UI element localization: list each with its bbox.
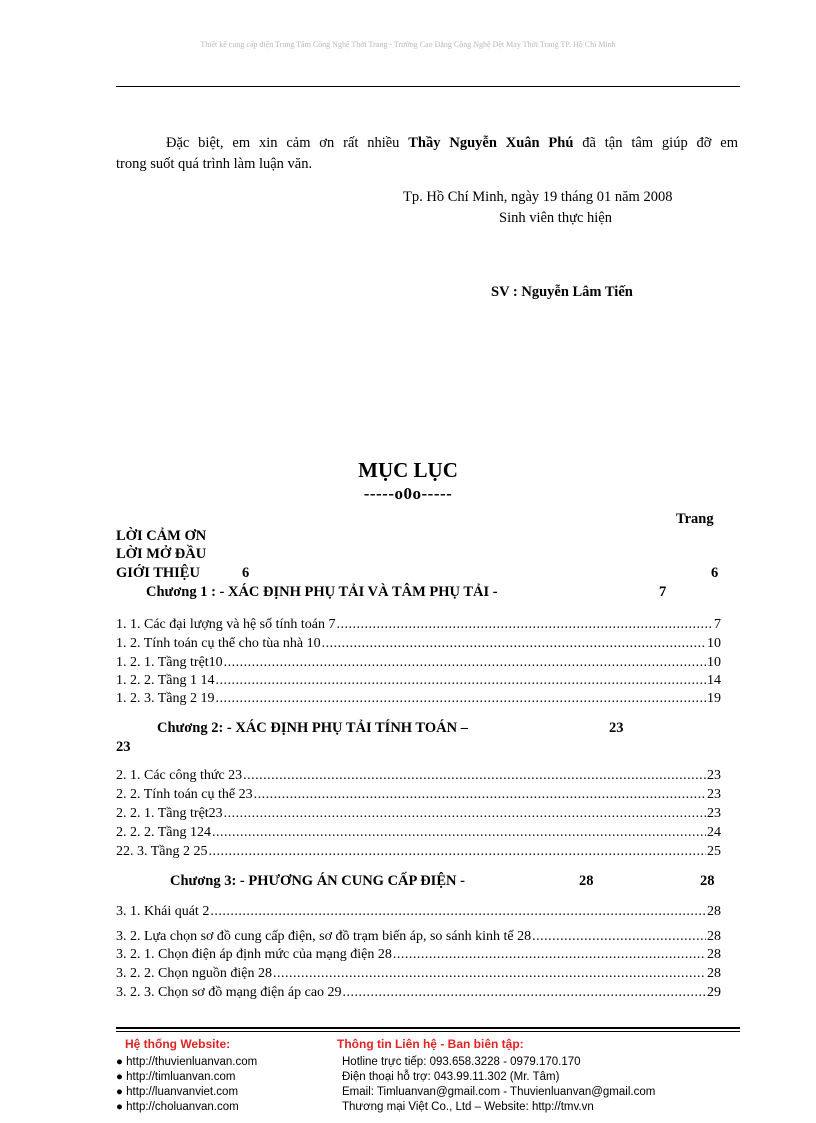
running-header: Thiết kế cung cấp điện Trung Tâm Công Nghệ Thời Trang - Trường Cao Đẳng Công Nghệ Dệt May Thời Trang TP. Hồ Chí Minh xyxy=(200,40,616,49)
bullet-icon: ● xyxy=(116,1056,123,1068)
toc-chapter-2-page-wrap: 23 xyxy=(116,739,131,755)
ack-teacher: Thầy Nguyễn Xuân Phú xyxy=(408,135,574,151)
toc-chapter-3: Chương 3: - PHƯƠNG ÁN CUNG CẤP ĐIỆN - xyxy=(170,873,465,889)
footer-rule-top xyxy=(116,1027,740,1029)
toc-chapter-1-page: 7 xyxy=(659,584,667,600)
ack-rest: đã tận tâm giúp đỡ em xyxy=(582,135,739,151)
footer-contact-company[interactable]: Thương mại Việt Co., Ltd – Website: http://tmv.vn xyxy=(342,1101,594,1113)
toc-entry-introduction: LỜI MỞ ĐẦU xyxy=(116,546,207,562)
toc-entry: 3. 2. 2. Chọn nguồn điện 28 ..... 28 xyxy=(116,965,721,982)
header-rule xyxy=(116,86,740,87)
footer-rule-bottom xyxy=(116,1031,740,1032)
toc-entry-overview: GIỚI THIỆU xyxy=(116,565,200,581)
toc-entry: 1. 2. 2. Tầng 1 14 ..... 14 xyxy=(116,672,721,689)
toc-entry: 2. 2. 1. Tầng trệt23 ..... 23 xyxy=(116,805,721,822)
toc-entry-overview-page-inline: 6 xyxy=(242,565,250,581)
toc-entry: 1. 1. Các đại lượng và hệ số tính toán 7 ..... 7 xyxy=(116,616,721,633)
toc-entry: 3. 2. 3. Chọn sơ đồ mạng điện áp cao 29 ..... 29 xyxy=(116,984,721,1001)
toc-entry-acknowledgement: LỜI CẢM ƠN xyxy=(116,528,207,544)
toc-entry: 1. 2. 3. Tầng 2 19 ..... 19 xyxy=(116,690,721,707)
toc-entry: 1. 2. Tính toán cụ thể cho tùa nhà 10 ..... 10 xyxy=(116,635,721,652)
footer-contact-hotline: Hotline trực tiếp: 093.658.3228 - 0979.170.170 xyxy=(342,1056,581,1068)
place-date: Tp. Hồ Chí Minh, ngày 19 tháng 01 năm 2008 xyxy=(403,189,673,205)
footer-website-item[interactable]: ● http://timluanvan.com xyxy=(116,1071,236,1083)
acknowledgement-paragraph xyxy=(116,133,738,175)
bullet-icon: ● xyxy=(116,1101,123,1113)
toc-entry: 2. 2. 2. Tầng 124 ..... 24 xyxy=(116,824,721,841)
footer-contact-email[interactable]: Email: Timluanvan@gmail.com - Thuvienluanvan@gmail.com xyxy=(342,1086,656,1098)
toc-page-header: Trang xyxy=(676,511,714,527)
bullet-icon: ● xyxy=(116,1071,123,1083)
toc-entry-overview-page: 6 xyxy=(711,565,719,581)
footer-contact-phone: Điện thoại hỗ trợ: 043.99.11.302 (Mr. Tâm) xyxy=(342,1071,560,1083)
ack-line2: trong suốt quá trình làm luận văn. xyxy=(116,156,313,172)
toc-entry: 2. 1. Các công thức 23 ..... 23 xyxy=(116,767,721,784)
toc-chapter-1: Chương 1 : - XÁC ĐỊNH PHỤ TẢI VÀ TÂM PHỤ TẢI - xyxy=(146,584,498,600)
footer-website-item[interactable]: ● http://luanvanviet.com xyxy=(116,1086,239,1098)
toc-title: MỤC LỤC xyxy=(358,458,458,482)
toc-entry: 3. 2. 1. Chọn điện áp định mức của mạng điện 28 ..... 28 xyxy=(116,946,721,963)
toc-chapter-2: Chương 2: - XÁC ĐỊNH PHỤ TẢI TÍNH TOÁN – xyxy=(157,720,468,736)
footer-contact-list xyxy=(342,1055,655,1115)
footer-website-item[interactable]: ● http://choluanvan.com xyxy=(116,1101,239,1113)
bullet-icon: ● xyxy=(116,1086,123,1098)
toc-entry: 22. 3. Tầng 2 25 ..... 25 xyxy=(116,843,721,860)
toc-separator: -----o0o----- xyxy=(363,484,453,503)
footer-websites-title: Hệ thống Website: xyxy=(125,1037,231,1051)
student-role: Sinh viên thực hiện xyxy=(499,210,612,226)
toc-entry: 1. 2. 1. Tầng trệt10 ..... 10 xyxy=(116,654,721,671)
toc-entry: 3. 2. Lựa chọn sơ đồ cung cấp điện, sơ đồ trạm biến áp, so sánh kinh tế 28 ..... 28 xyxy=(116,928,721,945)
toc-chapter-3-page-inline: 28 xyxy=(579,873,594,889)
ack-intro: Đặc biệt, em xin cảm ơn rất nhiều xyxy=(166,135,400,151)
student-signature: SV : Nguyễn Lâm Tiến xyxy=(491,284,633,300)
footer-websites-list xyxy=(116,1055,257,1115)
footer-contact-title: Thông tin Liên hệ - Ban biên tập: xyxy=(337,1037,524,1051)
toc-entry: 3. 1. Khái quát 2 ..... 28 xyxy=(116,903,721,920)
footer-website-item[interactable]: ● http://thuvienluanvan.com xyxy=(116,1056,258,1068)
toc-chapter-3-page: 28 xyxy=(700,873,715,889)
toc-entry: 2. 2. Tính toán cụ thể 23 ..... 23 xyxy=(116,786,721,803)
toc-chapter-2-page: 23 xyxy=(609,720,624,736)
